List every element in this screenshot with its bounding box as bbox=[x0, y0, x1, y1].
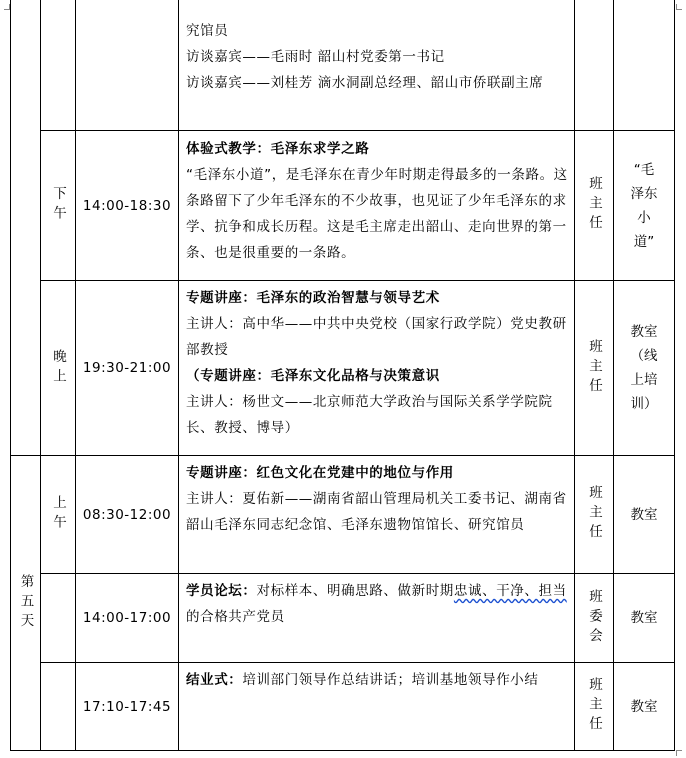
time-cell: 14:00-18:30 bbox=[82, 197, 172, 214]
person-cell: 班委会 bbox=[586, 588, 602, 648]
session-content bbox=[186, 460, 568, 538]
location-cell: 教室 bbox=[630, 506, 658, 523]
speaker-line: 主讲人：夏佑新——湖南省韶山管理局机关工委书记、湖南省韶山毛泽东同志纪念馆、毛泽东遗物馆馆长、研究馆员 bbox=[186, 491, 567, 533]
session-content bbox=[186, 667, 568, 693]
grid-line bbox=[10, 750, 675, 751]
session-content bbox=[186, 18, 568, 96]
session-content bbox=[186, 578, 568, 630]
session-title: 学员论坛： bbox=[186, 583, 257, 599]
day-label: 第五天 bbox=[17, 573, 34, 633]
corner-mark bbox=[4, 4, 10, 10]
session-title: 体验式教学：毛泽东求学之路 bbox=[186, 141, 370, 157]
forum-text-marked: 忠诚、干净、担当 bbox=[453, 583, 567, 599]
location-cell: 教室 bbox=[630, 610, 658, 626]
session-title-alt: （专题讲座：毛泽东文化品格与决策意识 bbox=[186, 368, 440, 384]
content-line: 究馆员 bbox=[186, 23, 229, 39]
time-cell: 08:30-12:00 bbox=[82, 506, 172, 523]
content-line: 访谈嘉宾——刘桂芳 滴水洞副总经理、韶山市侨联副主席 bbox=[186, 75, 544, 91]
period-cell: 下午 bbox=[50, 186, 66, 225]
location-text: 教室（线上培训） bbox=[630, 324, 658, 412]
period-cell: 上午 bbox=[50, 495, 66, 534]
forum-text-end: 的合格共产党员 bbox=[186, 609, 285, 625]
person-cell: 班主任 bbox=[586, 485, 602, 544]
session-description bbox=[186, 667, 568, 693]
content-line: 访谈嘉宾——毛雨时 韶山村党委第一书记 bbox=[186, 49, 445, 65]
closing-text: 培训部门领导作总结讲话；培训基地领导作小结 bbox=[242, 672, 539, 688]
session-title: 结业式： bbox=[186, 672, 243, 688]
time-cell: 19:30-21:00 bbox=[82, 360, 172, 376]
session-content bbox=[186, 285, 568, 441]
time-cell: 14:00-17:00 bbox=[82, 610, 172, 626]
session-title: 专题讲座：毛泽东的政治智慧与领导艺术 bbox=[186, 290, 440, 306]
corner-mark bbox=[676, 750, 682, 756]
location-text: “毛泽东小道” bbox=[630, 161, 658, 250]
person-cell: 班主任 bbox=[586, 338, 602, 398]
grid-line bbox=[674, 0, 675, 751]
location-cell bbox=[614, 131, 674, 280]
session-content bbox=[186, 136, 568, 266]
speaker-line: 主讲人：高中华——中共中央党校（国家行政学院）党史教研部教授 bbox=[186, 316, 567, 358]
person-cell: 班主任 bbox=[586, 176, 602, 235]
speaker-line-alt: 主讲人：杨世文——北京师范大学政治与国际关系学学院院长、教授、博导） bbox=[186, 394, 553, 436]
period-cell: 晚上 bbox=[50, 348, 66, 388]
corner-mark bbox=[676, 4, 682, 10]
person-cell: 班主任 bbox=[586, 677, 602, 736]
location-cell: 教室 bbox=[630, 698, 658, 715]
forum-text: 对标样本、明确思路、做新时期 bbox=[256, 583, 454, 599]
session-title: 专题讲座：红色文化在党建中的地位与作用 bbox=[186, 465, 454, 481]
grid-line bbox=[178, 0, 179, 751]
location-cell bbox=[614, 281, 674, 455]
session-description: “毛泽东小道”，是毛泽东在青少年时期走得最多的一条路。这条路留下了少年毛泽东的不少故事，也见证了少年毛泽东的求学、抗争和成长历程。这是毛主席走出韶山、走向世界的第一条、也是很重要的一条路。 bbox=[186, 167, 568, 261]
time-cell: 17:10-17:45 bbox=[82, 698, 172, 715]
session-description bbox=[186, 578, 568, 630]
